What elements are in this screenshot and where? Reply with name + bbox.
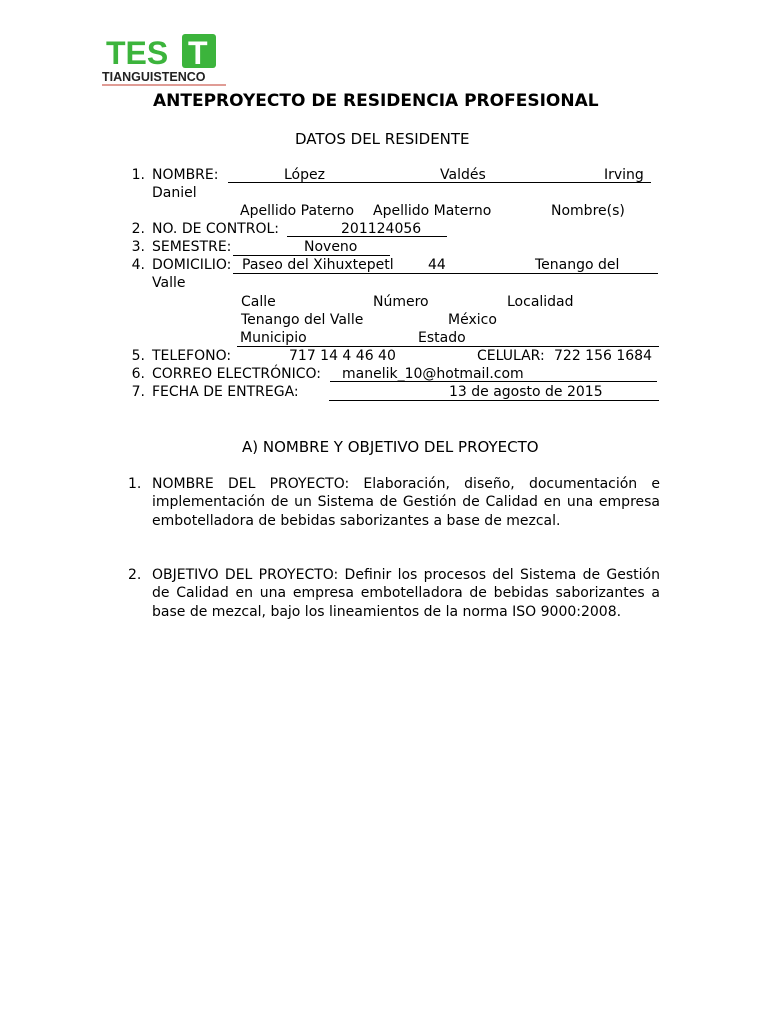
item-number: 6. (131, 366, 145, 382)
semestre-label: SEMESTRE: (152, 239, 232, 255)
fecha-value: 13 de agosto de 2015 (449, 384, 603, 400)
celular-value: 722 156 1684 (554, 348, 652, 364)
tes-tianguistenco-logo (102, 34, 232, 86)
project-objective-paragraph (128, 566, 660, 621)
estado-value: México (448, 312, 497, 328)
paragraph-number: 1. (128, 476, 142, 492)
item-number: 4. (131, 257, 145, 273)
item-number: 1. (131, 167, 145, 183)
nombres-caption: Nombre(s) (551, 203, 625, 219)
fecha-label: FECHA DE ENTREGA: (152, 384, 299, 400)
apellido-paterno-caption: Apellido Paterno (240, 203, 355, 219)
correo-label: CORREO ELECTRÓNICO: (152, 366, 321, 382)
logo-subtitle: TIANGUISTENCO (102, 70, 206, 84)
localidad-value: Tenango del (535, 257, 620, 273)
telefono-value: 717 14 4 46 40 (289, 348, 396, 364)
fecha-underline (329, 400, 659, 401)
semestre-underline (233, 255, 390, 256)
localidad-caption: Localidad (507, 294, 574, 310)
nombres-value: Irving (604, 167, 644, 183)
project-name-text: NOMBRE DEL PROYECTO: Elaboración, diseño, documentación e implementación de un Sistema de Gestión de Calidad en una empresa embotelladora de bebidas saborizantes a base de mezcal. (152, 476, 660, 529)
paragraph-number: 2. (128, 567, 142, 583)
item-number: 3. (131, 239, 145, 255)
domicilio-underline (233, 273, 658, 274)
logo-t-letter: T (188, 35, 208, 71)
municipio-caption: Municipio (240, 330, 307, 346)
numero-value: 44 (428, 257, 446, 273)
semestre-value: Noveno (304, 239, 358, 255)
nombre-label: NOMBRE: (152, 167, 219, 183)
project-objective-text: OBJETIVO DEL PROYECTO: Definir los procesos del Sistema de Gestión de Calidad en una empresa embotelladora de bebidas saborizantes a base de mezcal, bajo los lineamientos de la norma ISO 9000:2008. (152, 567, 660, 620)
control-label: NO. DE CONTROL: (152, 221, 279, 237)
section-a-heading: A) NOMBRE Y OBJETIVO DEL PROYECTO (242, 438, 539, 456)
celular-label: CELULAR: (477, 348, 545, 364)
item-number: 7. (131, 384, 145, 400)
project-name-paragraph (128, 475, 660, 530)
control-value: 201124056 (341, 221, 422, 237)
section-datos-heading: DATOS DEL RESIDENTE (295, 130, 470, 148)
apellido-materno-value: Valdés (440, 167, 486, 183)
calle-value: Paseo del Xihuxtepetl (242, 257, 394, 273)
item-number: 2. (131, 221, 145, 237)
estado-caption: Estado (418, 330, 466, 346)
item-number: 5. (131, 348, 145, 364)
correo-value: manelik_10@hotmail.com (342, 366, 524, 382)
domicilio-label: DOMICILIO: (152, 257, 232, 273)
calle-caption: Calle (241, 294, 276, 310)
localidad-continuation: Valle (152, 275, 186, 291)
document-title: ANTEPROYECTO DE RESIDENCIA PROFESIONAL (153, 91, 599, 111)
logo-text: TES (106, 35, 169, 71)
nombres-continuation: Daniel (152, 185, 197, 201)
municipio-value: Tenango del Valle (241, 312, 364, 328)
telefono-label: TELEFONO: (152, 348, 232, 364)
apellido-paterno-value: López (284, 167, 325, 183)
municipio-underline (237, 346, 659, 347)
apellido-materno-caption: Apellido Materno (373, 203, 492, 219)
numero-caption: Número (373, 294, 429, 310)
